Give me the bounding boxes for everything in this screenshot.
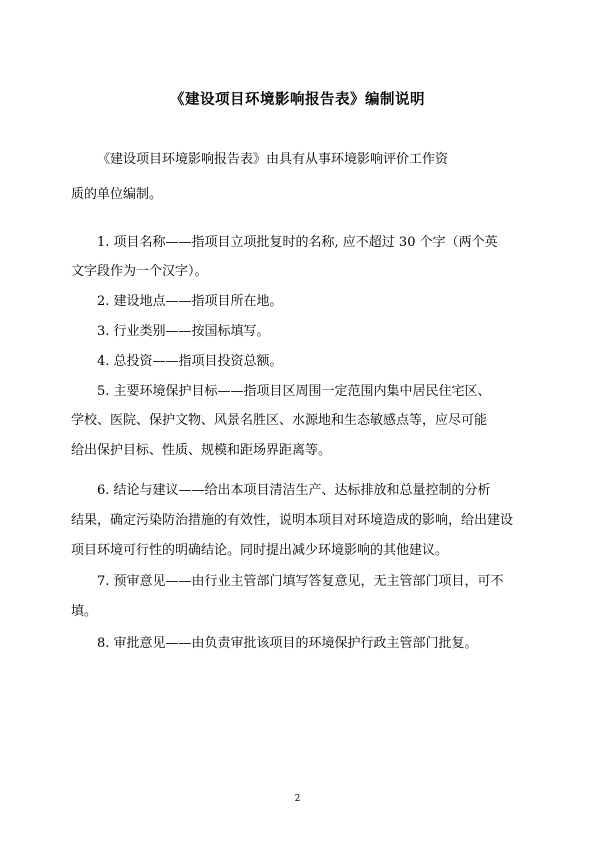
item-5-line-1: 5. 主要环境保护目标——指项目区周围一定范围内集中居民住宅区、	[97, 384, 491, 399]
item-3-line-1: 3. 行业类别——按国标填写。	[97, 324, 270, 339]
item-1-line-1: 1. 项目名称——指项目立项批复时的名称, 应不超过 30 个字（两个英	[97, 235, 498, 250]
intro-line-1: 《建设项目环境影响报告表》由具有从事环境影响评价工作资	[97, 152, 449, 167]
item-7-line-2: 填。	[71, 604, 98, 619]
intro-line-2: 质的单位编制。	[71, 187, 163, 202]
page-number: 2	[294, 794, 301, 804]
document-title: 《建设项目环境影响报告表》编制说明	[170, 91, 425, 108]
item-6-line-3: 项目环境可行性的明确结论。同时提出减少环境影响的其他建议。	[71, 543, 449, 558]
item-8-line-1: 8. 审批意见——由负责审批该项目的环境保护行政主管部门批复。	[97, 636, 478, 651]
item-5-line-3: 给出保护目标、性质、规模和距场界距离等。	[71, 443, 332, 458]
item-6-line-2: 结果，确定污染防治措施的有效性，说明本项目对环境造成的影响，给出建设	[71, 513, 514, 528]
item-5-line-2: 学校、医院、保护文物、风景名胜区、水源地和生态敏感点等，应尽可能	[71, 413, 488, 428]
item-2-line-1: 2. 建设地点——指项目所在地。	[97, 294, 283, 309]
item-7-line-1: 7. 预审意见——由行业主管部门填写答复意见，无主管部门项目，可不	[97, 574, 504, 589]
item-6-line-1: 6. 结论与建议——给出本项目清洁生产、达标排放和总量控制的分析	[97, 483, 491, 498]
item-4-line-1: 4. 总投资——指项目投资总额。	[97, 354, 283, 369]
item-1-line-2: 文字段作为一个汉字）。	[71, 264, 208, 279]
